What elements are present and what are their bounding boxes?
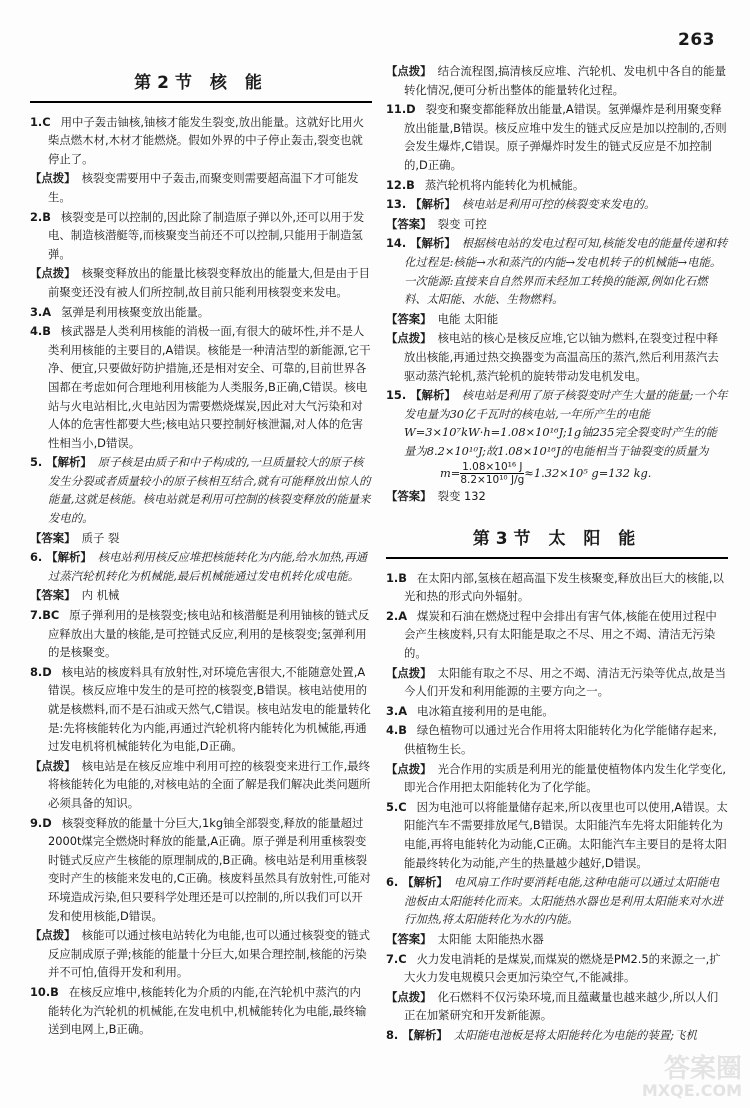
answer-item <box>386 702 728 721</box>
answer-item <box>30 814 372 926</box>
item-text: 核聚变释放出的能量比核裂变释放出的能量大,但是由于目前聚变还没有被人们所控制,故目前只能利用核裂变来发电。 <box>48 266 370 299</box>
right-top-items <box>386 62 728 506</box>
item-text: 用中子轰击铀核,铀核才能发生裂变,放出能量。这就好比用火柴点燃木材,木材才能燃烧。假如外界的中子停止轰击,裂变也就停止了。 <box>48 114 364 166</box>
watermark-url: MXQE.COM <box>641 1081 742 1100</box>
item-tag: 【答案】 <box>386 489 432 504</box>
item-tag: 【点拨】 <box>386 989 432 1004</box>
answer-item <box>386 195 728 214</box>
answer-item <box>30 529 372 548</box>
item-text: 内 机械 <box>81 588 120 603</box>
item-text: 在太阳内部,氢核在超高温下发生核聚变,释放出巨大的核能,以光和热的形式向外辐射。 <box>404 570 724 604</box>
item-number: 10.B <box>30 984 63 999</box>
answer-item <box>30 303 372 322</box>
item-tag: 【解析】 <box>402 1027 448 1042</box>
answer-item <box>30 926 372 982</box>
left-items <box>30 113 372 1039</box>
item-tag: 【点拨】 <box>386 331 432 346</box>
item-number: 9.D <box>30 815 56 830</box>
item-text: 太阳能电池板是将太阳能转化为电能的装置;飞机 <box>453 1027 697 1042</box>
formula-rhs: ≈1.32×10⁵ g=132 kg. <box>524 466 652 481</box>
item-number: 2.B <box>30 209 55 224</box>
item-number: 3.A <box>30 304 56 319</box>
item-tag: 【答案】 <box>386 311 432 326</box>
answer-item <box>30 983 372 1039</box>
item-text: 质子 裂 <box>81 530 120 545</box>
answer-item <box>30 264 372 301</box>
item-number: 11.D <box>386 102 420 117</box>
item-tag: 【答案】 <box>386 931 432 946</box>
section-title-solar: 第3节 太 阳 能 <box>386 524 728 559</box>
answer-item <box>386 930 728 949</box>
item-text: 核电站是利用了原子核裂变时产生大量的能量;一个年发电量为30亿千瓦时的核电站,一年所产生的电能W=3×10⁷kW·h=1.08×10¹⁶J;1g铀235完全裂变时产生的能量为8.2×10¹⁰J;故1.08×10¹⁶J的电能相当于铀裂变的质量为 <box>404 388 728 458</box>
answer-item <box>30 322 372 452</box>
item-tag: 【点拨】 <box>30 171 76 186</box>
right-column <box>386 62 728 1046</box>
item-tag: 【答案】 <box>30 530 76 545</box>
item-text: 核电站的核废料具有放射性,对环境危害很大,不能随意处置,A错误。核反应堆中发生的是可控的核裂变,B错误。核电站使用的就是核燃料,而不是石油或天然气,C错误。核电站发电的能量转化是:先将核能转化为内能,再通过汽轮机将内能转化为机械能,再通过发电机将机械能转化为电能,D正确。 <box>48 664 371 754</box>
item-tag: 【答案】 <box>30 588 76 603</box>
answer-item <box>386 569 728 606</box>
item-text: 化石燃料不仅污染环境,而且蕴藏量也越来越少,所以人们正在加紧研究和开发新能源。 <box>404 989 719 1023</box>
item-tag: 【解析】 <box>402 875 448 890</box>
item-text: 电能 太阳能 <box>437 311 499 326</box>
formula-lhs: m= <box>440 466 461 481</box>
section-title-nuclear: 第2节 核 能 <box>30 68 372 103</box>
item-text: 裂变 可控 <box>437 216 487 231</box>
item-text: 核武器是人类利用核能的消极一面,有很大的破坏性,并不是人类利用核能的主要目的,A错误。核能是一种清洁型的新能源,它干净、便宜,只要做好防护措施,还是相对安全、可靠的,目前世界各国都在考虑如何合理地利用核能为人类服务,B正确,C错误。核电站与火电站相比,火电站因为需要燃烧煤炭,因此对大气污染和对人体的危害性都要大些;核电站只要控制好核泄漏,对人体的危害性相当小,D错误。 <box>48 324 371 450</box>
answer-item <box>386 664 728 701</box>
item-tag: 【解析】 <box>46 455 92 470</box>
item-tag: 【点拨】 <box>386 665 432 680</box>
item-number: 12.B <box>386 177 419 192</box>
watermark <box>610 1054 742 1102</box>
answer-item <box>386 873 728 929</box>
item-number: 4.B <box>30 324 55 339</box>
item-tag: 【点拨】 <box>30 266 76 281</box>
answer-item <box>386 310 728 329</box>
item-tag: 【解析】 <box>46 550 92 565</box>
formula-numerator: 1.08×10¹⁶ J <box>462 461 523 474</box>
item-text: 光合作用的实质是利用光的能量使植物体内发生化学变化,即光合作用把太阳能转化为了化学能。 <box>404 761 726 795</box>
item-text: 原子核是由质子和中子构成的,一旦质量较大的原子核发生分裂或者质量较小的原子核相互结合,就有可能释放出惊人的能量,这就是核能。核电站就是利用可控制的核裂变释放的能量来发电的。 <box>48 455 371 526</box>
item-text: 核裂变需要用中子轰击,而聚变则需要超高温下才可能发生。 <box>48 171 359 204</box>
item-number: 15. <box>386 388 411 403</box>
item-number: 7.BC <box>30 608 64 623</box>
item-number: 2.A <box>386 608 412 623</box>
answer-item <box>30 663 372 756</box>
item-tag: 【解析】 <box>410 236 456 251</box>
item-tag: 【解析】 <box>410 197 456 212</box>
answer-item <box>30 548 372 585</box>
answer-item <box>386 176 728 195</box>
item-number: 8.D <box>30 664 56 679</box>
item-number: 5. <box>30 455 47 470</box>
item-number: 6. <box>30 550 47 565</box>
item-text: 核裂变释放的能量十分巨大,1kg铀全部裂变,释放的能量超过2000t煤完全燃烧时释放的能量,A正确。原子弹是利用重核裂变时链式反应产生核能的原理制成的,B正确。核电站是利用重核裂变时产生的核能来发电的,C正确。核废料虽然具有放射性,可能对环境造成污染,但只要科学处理还是可以控制的,所以我们可以开发和使用核能,D错误。 <box>48 815 371 923</box>
watermark-logo-text: 答案圈 <box>663 1054 742 1084</box>
item-number: 1.C <box>30 114 55 129</box>
page-number: 263 <box>678 30 715 50</box>
item-number: 5.C <box>386 799 411 814</box>
item-text: 裂变和聚变都能释放出能量,A错误。氢弹爆炸是利用聚变释放出能量,B错误。核反应堆中发生的链式反应是加以控制的,否则会发生爆炸,C错误。原子弹爆炸时发生的链式反应是不加控制的,D正确。 <box>404 102 727 172</box>
item-number: 7.C <box>386 951 411 966</box>
item-text: 核电站是利用可控的核裂变来发电的。 <box>461 197 656 212</box>
item-text: 结合流程图,搞清核反应堆、汽轮机、发电机中各自的能量转化情况,便可分析出整体的能量转化过程。 <box>404 64 726 97</box>
item-tag: 【点拨】 <box>30 758 76 773</box>
answer-item <box>386 487 728 506</box>
answer-item <box>386 950 728 987</box>
answer-item <box>386 760 728 797</box>
answer-item <box>386 798 728 872</box>
item-tag: 【解析】 <box>410 388 456 403</box>
item-text: 氢弹是利用核聚变放出能量。 <box>61 304 210 319</box>
item-tag: 【答案】 <box>386 216 432 231</box>
item-text: 电风扇工作时要消耗电能,这种电能可以通过太阳能电池板由太阳能转化而来。太阳能热水器也是利用太阳能来对水进行加热,将太阳能转化为水的内能。 <box>404 875 723 927</box>
answer-item <box>386 721 728 758</box>
answer-item <box>386 100 728 174</box>
answer-item <box>30 113 372 169</box>
item-text: 太阳能 太阳能热水器 <box>437 931 544 946</box>
item-text: 煤炭和石油在燃烧过程中会排出有害气体,核能在使用过程中会产生核废料,只有太阳能是取之不尽、用之不竭、清洁无污染的。 <box>404 608 717 661</box>
answer-item <box>30 586 372 605</box>
answer-item <box>386 215 728 234</box>
answer-item <box>386 988 728 1025</box>
formula-denominator: 8.2×10¹⁰ J/g <box>460 474 525 487</box>
item-number: 1.B <box>386 570 411 585</box>
item-number: 8. <box>386 1027 403 1042</box>
item-text: 根据核电站的发电过程可知,核能发电的能量传递和转化过程是:核能→水和蒸汽的内能→发电机转子的机械能→电能。一次能源:直接来自自然界而未经加工转换的能源,例如化石燃料、太阳能、水能、生物燃料。 <box>404 236 728 307</box>
item-text: 核电站利用核反应堆把核能转化为内能,给水加热,再通过蒸汽轮机转化为机械能,最后机械能通过发电机转化成电能。 <box>48 550 368 583</box>
answer-item <box>30 757 372 813</box>
answer-item <box>386 329 728 385</box>
formula-fraction <box>460 461 524 486</box>
item-tag: 【点拨】 <box>386 64 432 78</box>
answer-item <box>30 208 372 264</box>
item-text: 核电站是在核反应堆中利用可控的核裂变来进行工作,最终将核能转化为电能的,对核电站的全面了解是我们解决此类问题所必须具备的知识。 <box>48 758 371 810</box>
item-text: 在核反应堆中,核能转化为介质的内能,在汽轮机中蒸汽的内能转化为汽轮机的机械能,在发电机中,机械能转化为电能,最终输送到电网上,B正确。 <box>48 984 367 1037</box>
item-text: 电冰箱直接利用的是电能。 <box>417 703 554 718</box>
item-tag: 【点拨】 <box>30 928 76 943</box>
answer-item <box>30 606 372 662</box>
answer-item <box>386 607 728 663</box>
item-text: 火力发电消耗的是煤炭,而煤炭的燃烧是PM2.5的来源之一,扩大火力发电规模只会更加污染空气,不能减排。 <box>404 951 721 985</box>
left-column <box>30 62 372 1040</box>
answer-item <box>30 169 372 206</box>
answer-item <box>386 62 728 99</box>
item-text: 蒸汽轮机将内能转化为机械能。 <box>424 177 585 192</box>
answer-item <box>386 234 728 308</box>
answer-item <box>386 1026 728 1045</box>
item-number: 6. <box>386 875 403 890</box>
item-text: 核电站的核心是核反应堆,它以铀为燃料,在裂变过程中释放出核能,再通过热交换器变为高温高压的蒸汽,然后利用蒸汽去驱动蒸汽轮机,蒸汽轮机的旋转带动发电机发电。 <box>404 331 719 383</box>
item-text: 绿色植物可以通过光合作用将太阳能转化为化学能储存起来,供植物生长。 <box>404 723 717 756</box>
item-text: 太阳能有取之不尽、用之不竭、清洁无污染等优点,故是当今人们开发和利用能源的主要方向之一。 <box>404 665 726 699</box>
item-text: 裂变 132 <box>437 489 486 504</box>
item-tag: 【点拨】 <box>386 761 432 776</box>
item-number: 14. <box>386 236 411 251</box>
answer-item <box>386 461 728 486</box>
item-number: 13. <box>386 197 411 212</box>
item-number: 4.B <box>386 723 411 738</box>
item-text: 核能可以通过核电站转化为电能,也可以通过核裂变的链式反应制成原子弹;核能的能量十分巨大,如果合理控制,核能的污染并不可怕,值得开发和利用。 <box>48 928 370 980</box>
item-text: 原子弹利用的是核裂变;核电站和核潜艇是利用铀核的链式反应释放出大量的核能,是可控链式反应,利用的是核裂变;氢弹利用的是核聚变。 <box>48 608 370 660</box>
answer-item <box>30 453 372 527</box>
item-number: 3.A <box>386 703 412 718</box>
answer-item <box>386 386 728 460</box>
right-bottom-items <box>386 569 728 1045</box>
item-text: 核裂变是可以控制的,因此除了制造原子弹以外,还可以用于发电、制造核潜艇等,而核聚变当前还不可以控制,只能用于制造氢弹。 <box>48 209 365 261</box>
item-text: 因为电池可以将能量储存起来,所以夜里也可以使用,A错误。太阳能汽车不需要排放尾气,B错误。太阳能汽车先将太阳能转化为电能,再将电能转化为动能,C正确。太阳能汽车主要目的是将太阳能最终转化为动能,产生的热量越少越好,D错误。 <box>404 799 728 870</box>
